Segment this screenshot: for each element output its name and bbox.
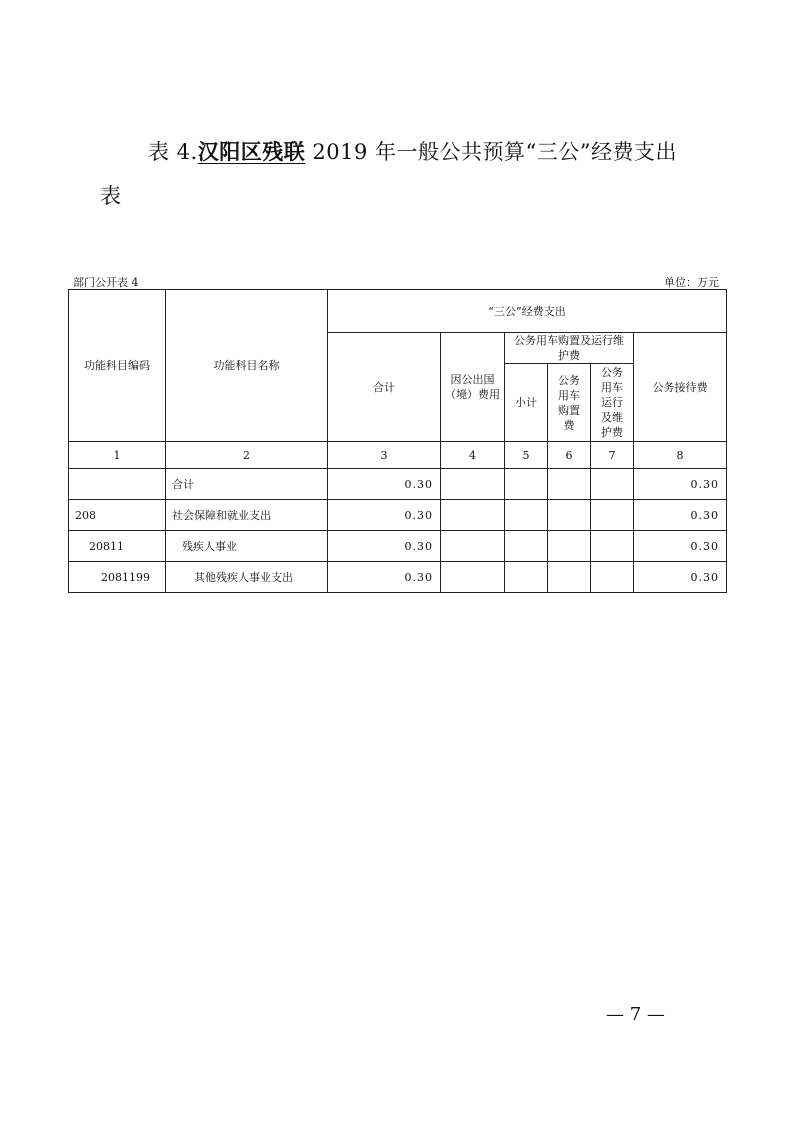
table-row xyxy=(69,562,727,593)
cell-total: 0.30 xyxy=(328,562,441,593)
cell-name: 社会保障和就业支出 xyxy=(166,500,328,531)
cell-operation xyxy=(591,469,634,500)
title-prefix: 表 4. xyxy=(148,140,198,164)
cell-abroad xyxy=(441,531,505,562)
cell-subtotal xyxy=(505,531,548,562)
title-continuation: 表 xyxy=(100,184,121,208)
page-number: — 7 — xyxy=(606,1004,665,1025)
cell-total: 0.30 xyxy=(328,500,441,531)
header-vehicle-purchase: 公务用车购置费 xyxy=(548,364,591,442)
header-total: 合计 xyxy=(328,333,441,442)
cell-reception: 0.30 xyxy=(634,531,727,562)
column-index: 1 xyxy=(69,442,166,469)
cell-purchase xyxy=(548,469,591,500)
cell-operation xyxy=(591,531,634,562)
header-code: 功能科目编码 xyxy=(69,290,166,442)
cell-code: 20811 xyxy=(69,531,166,562)
column-index: 6 xyxy=(548,442,591,469)
table-row xyxy=(69,469,727,500)
cell-reception: 0.30 xyxy=(634,469,727,500)
header-vehicle-operation: 公务用车运行及维护费 xyxy=(591,364,634,442)
column-index: 2 xyxy=(166,442,328,469)
unit-label: 单位：万元 xyxy=(664,276,719,289)
header-vehicle-group: 公务用车购置及运行维护费 xyxy=(505,333,634,364)
column-index: 5 xyxy=(505,442,548,469)
cell-reception: 0.30 xyxy=(634,500,727,531)
cell-name: 其他残疾人事业支出 xyxy=(166,562,328,593)
cell-subtotal xyxy=(505,562,548,593)
table-id-label: 部门公开表 4 xyxy=(73,276,139,289)
cell-code xyxy=(69,469,166,500)
cell-reception: 0.30 xyxy=(634,562,727,593)
cell-subtotal xyxy=(505,469,548,500)
cell-name: 合计 xyxy=(166,469,328,500)
table-row xyxy=(69,531,727,562)
cell-purchase xyxy=(548,531,591,562)
cell-subtotal xyxy=(505,500,548,531)
column-index-row xyxy=(69,442,727,469)
cell-code: 208 xyxy=(69,500,166,531)
column-index: 4 xyxy=(441,442,505,469)
column-index: 3 xyxy=(328,442,441,469)
cell-abroad xyxy=(441,469,505,500)
cell-name: 残疾人事业 xyxy=(166,531,328,562)
cell-purchase xyxy=(548,562,591,593)
cell-abroad xyxy=(441,500,505,531)
column-index: 7 xyxy=(591,442,634,469)
column-index: 8 xyxy=(634,442,727,469)
cell-abroad xyxy=(441,562,505,593)
cell-purchase xyxy=(548,500,591,531)
header-name: 功能科目名称 xyxy=(166,290,328,442)
title-suffix: 2019 年一般公共预算“三公”经费支出 xyxy=(305,140,677,164)
page-title xyxy=(148,136,677,166)
cell-operation xyxy=(591,562,634,593)
table-row xyxy=(69,500,727,531)
cell-operation xyxy=(591,500,634,531)
title-department: 汉阳区残联 xyxy=(197,140,306,164)
header-group: “三公”经费支出 xyxy=(328,290,727,333)
header-abroad: 因公出国（境）费用 xyxy=(441,333,505,442)
cell-code: 2081199 xyxy=(69,562,166,593)
header-reception: 公务接待费 xyxy=(634,333,727,442)
three-public-expenses-table xyxy=(68,289,727,593)
cell-total: 0.30 xyxy=(328,469,441,500)
cell-total: 0.30 xyxy=(328,531,441,562)
header-subtotal: 小计 xyxy=(505,364,548,442)
